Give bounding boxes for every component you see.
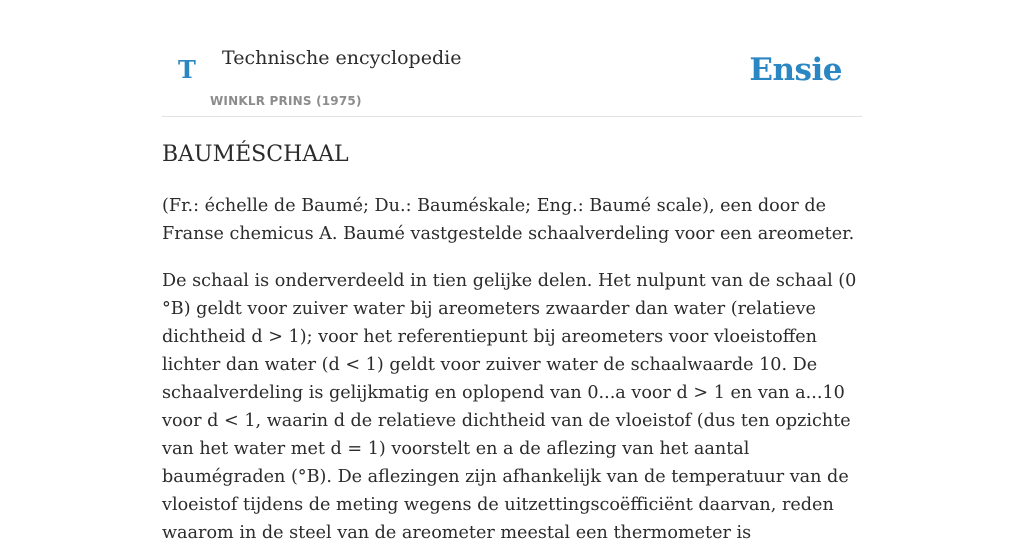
ensie-logo-link[interactable]: Ensie bbox=[749, 52, 842, 88]
article-paragraph-intro: (Fr.: échelle de Baumé; Du.: Bauméskale; Eng.: Baumé scale), een door de Franse chemicus A. Baumé vastgestelde schaalverdeling voor een areometer. bbox=[162, 196, 855, 244]
article bbox=[162, 140, 862, 547]
book-title-link[interactable]: Technische encyclopedie bbox=[222, 47, 462, 69]
site-header bbox=[162, 0, 862, 117]
article-title: BAUMÉSCHAAL bbox=[162, 142, 349, 167]
book-logo-icon[interactable]: T bbox=[178, 55, 196, 84]
book-source-label: WINKLR PRINS (1975) bbox=[210, 94, 362, 108]
article-paragraph-body: De schaal is onderverdeeld in tien gelijke delen. Het nulpunt van de schaal (0 °B) geldt voor zuiver water bij areometers zwaarder dan water (relatieve dichtheid d > 1); voor het referentiepunt bij areometers voor vloeistoffen lichter dan water (d < 1) geldt voor zuiver water de schaalwaarde 10. De schaalverdeling is gelijkmatig en oplopend van 0...a voor d > 1 en van a...10 voor d < 1, waarin d de relatieve dichtheid van de vloeistof (dus ten opzichte van het water met d = 1) voorstelt en a de aflezing van het aantal baumégraden (°B). De aflezingen zijn afhankelijk van de temperatuur van de vloeistof tijdens de meting wegens de uitzettingscoëfficiënt daarvan, reden waarom in de steel van de areometer meestal een thermometer is bbox=[162, 271, 857, 543]
